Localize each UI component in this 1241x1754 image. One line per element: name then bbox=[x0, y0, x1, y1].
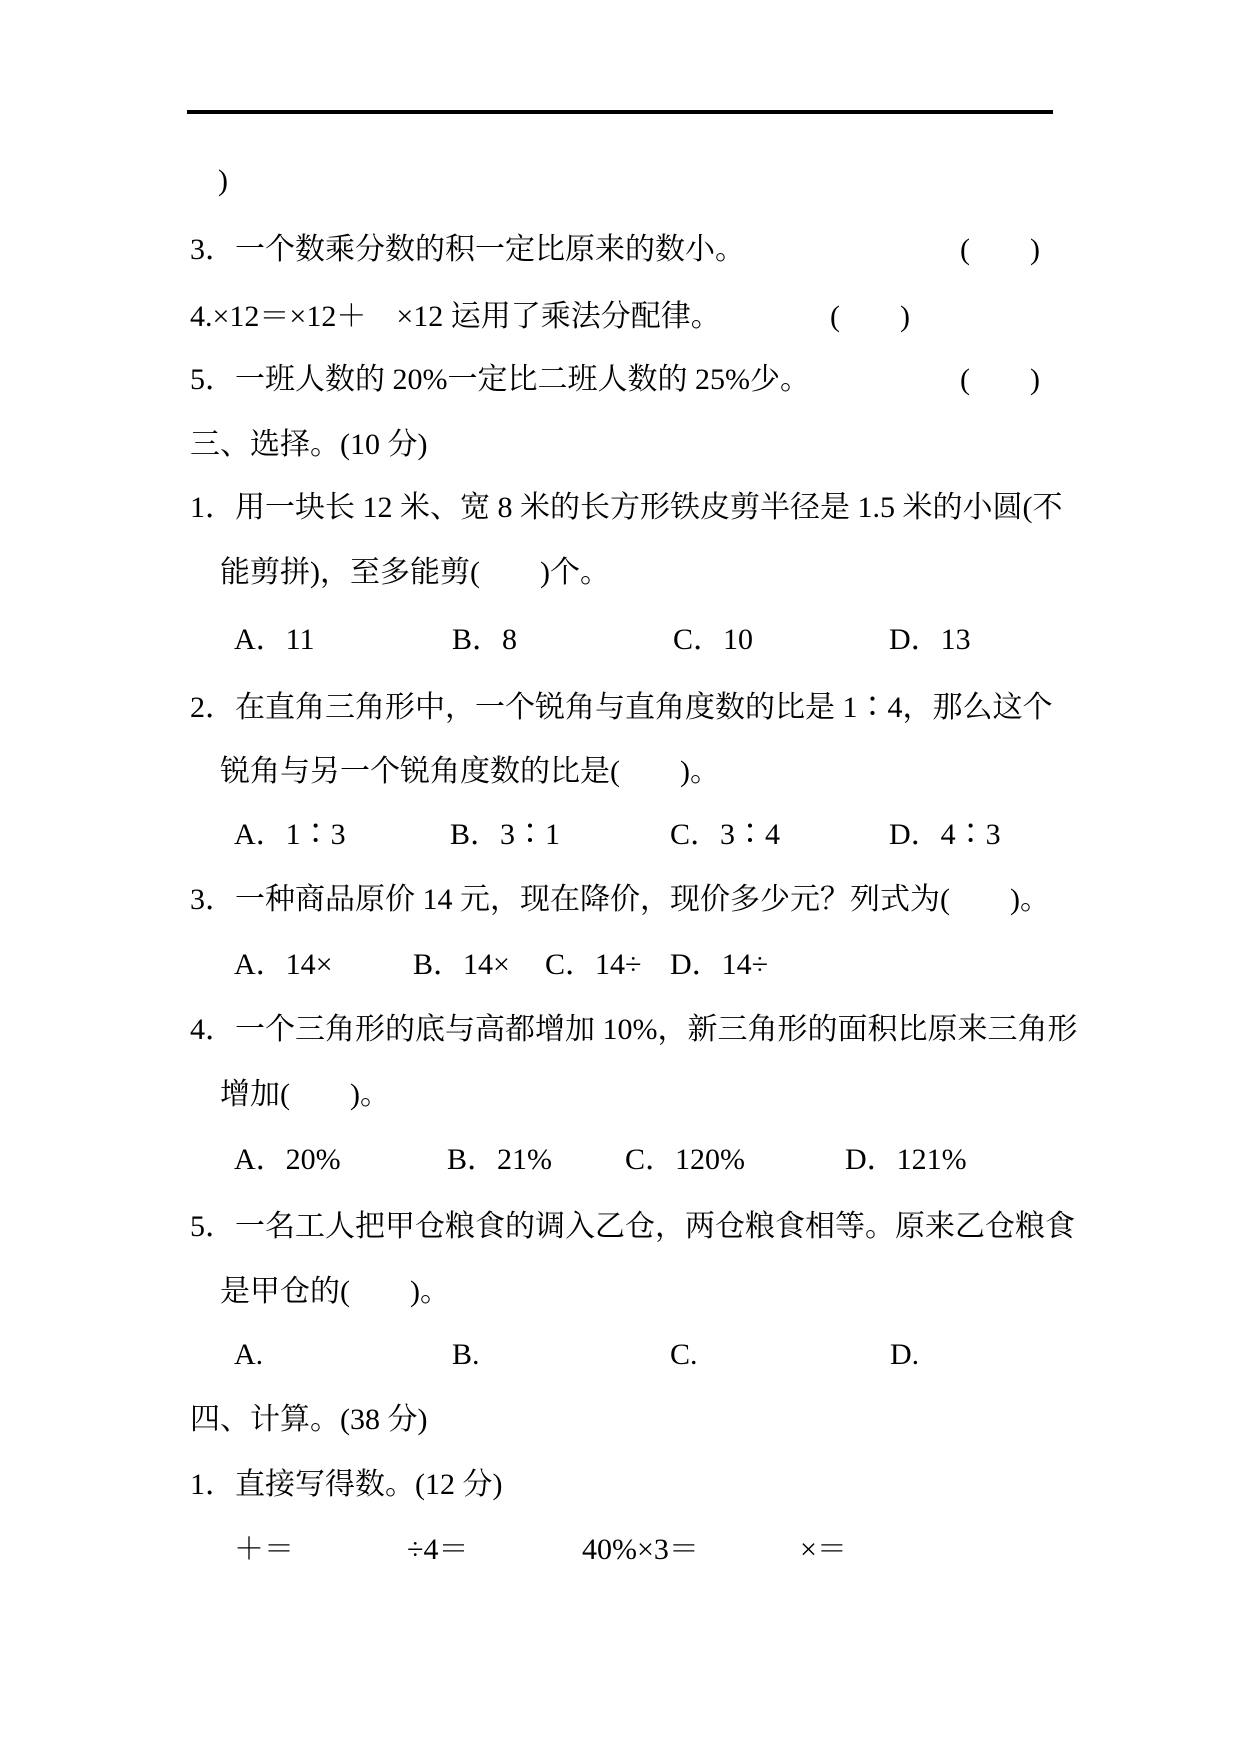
option-a: A．1∶3 bbox=[234, 818, 346, 851]
question-line: 1．用一块长 12 米、宽 8 米的长方形铁皮剪半径是 1.5 米的小圆(不 bbox=[190, 491, 1063, 524]
option-b: B．3∶1 bbox=[450, 818, 561, 851]
equation-item: ＋＝ bbox=[234, 1533, 294, 1566]
question-line: 是甲仓的( )。 bbox=[220, 1275, 450, 1308]
answer-bracket: ( ) bbox=[960, 363, 1040, 396]
question-line: 增加( )。 bbox=[220, 1078, 390, 1111]
answer-bracket: ( ) bbox=[830, 300, 910, 333]
option-a: A．20% bbox=[234, 1143, 341, 1176]
option-c: C．14÷ bbox=[545, 948, 642, 981]
option-c: C. bbox=[670, 1338, 698, 1371]
options-row bbox=[0, 1139, 1241, 1181]
stray-close-paren: ) bbox=[218, 164, 228, 197]
judgment-item-4: 4.×12＝×12＋ ×12 运用了乘法分配律。 bbox=[190, 300, 721, 333]
option-b: B．14× bbox=[413, 948, 510, 981]
option-d: D. bbox=[890, 1338, 920, 1371]
question-line: 能剪拼)，至多能剪( )个。 bbox=[220, 556, 610, 589]
option-b: B．21% bbox=[447, 1143, 552, 1176]
option-d: D．14÷ bbox=[670, 948, 769, 981]
judgment-item-3: 3．一个数乘分数的积一定比原来的数小。 bbox=[190, 233, 745, 266]
equation-item: ×＝ bbox=[800, 1533, 847, 1566]
question-line: 4．一个三角形的底与高都增加 10%，新三角形的面积比原来三角形 bbox=[190, 1013, 1078, 1046]
option-d: D．121% bbox=[845, 1143, 967, 1176]
question-line: 2．在直角三角形中，一个锐角与直角度数的比是 1∶4，那么这个 bbox=[190, 691, 1053, 724]
question-line: 锐角与另一个锐角度数的比是( )。 bbox=[220, 755, 720, 788]
section-heading-calc: 四、计算。(38 分) bbox=[190, 1403, 428, 1436]
option-c: C．120% bbox=[625, 1143, 745, 1176]
equations-row bbox=[0, 1529, 1241, 1571]
option-a: A．11 bbox=[234, 623, 315, 656]
options-row bbox=[0, 944, 1241, 986]
equation-item: ÷4＝ bbox=[407, 1533, 469, 1566]
option-b: B. bbox=[452, 1338, 480, 1371]
calc-subheading: 1．直接写得数。(12 分) bbox=[190, 1468, 503, 1501]
equation-item: 40%×3＝ bbox=[582, 1533, 699, 1566]
option-a: A. bbox=[234, 1338, 264, 1371]
options-row bbox=[0, 1334, 1241, 1376]
option-c: C．10 bbox=[673, 623, 754, 656]
question-line: 3．一种商品原价 14 元，现在降价，现价多少元？列式为( )。 bbox=[190, 883, 1050, 916]
option-d: D．13 bbox=[889, 623, 971, 656]
question-line: 5．一名工人把甲仓粮食的调入乙仓，两仓粮食相等。原来乙仓粮食 bbox=[190, 1210, 1075, 1243]
answer-bracket: ( ) bbox=[960, 233, 1040, 266]
header-divider-line bbox=[187, 110, 1053, 114]
section-heading-choice: 三、选择。(10 分) bbox=[190, 428, 428, 461]
judgment-item-5: 5．一班人数的 20%一定比二班人数的 25%少。 bbox=[190, 363, 810, 396]
options-row bbox=[0, 814, 1241, 856]
options-row bbox=[0, 619, 1241, 661]
option-c: C．3∶4 bbox=[670, 818, 781, 851]
option-b: B．8 bbox=[452, 623, 518, 656]
option-d: D．4∶3 bbox=[889, 818, 1001, 851]
option-a: A．14× bbox=[234, 948, 333, 981]
